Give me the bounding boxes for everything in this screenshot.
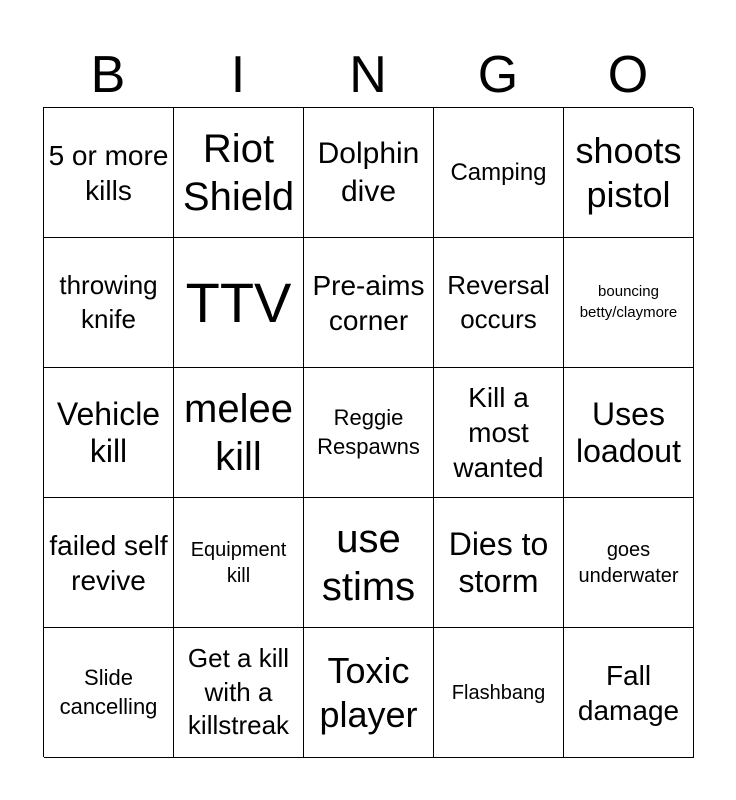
cell-text: Dies to storm xyxy=(448,525,549,599)
cell-text: Pre-aims corner xyxy=(312,269,425,336)
bingo-card-grid xyxy=(43,107,693,757)
cell-text: Riot Shield xyxy=(182,126,295,219)
cell-text: bouncing betty/claymore xyxy=(579,283,678,321)
cell-text: Reversal occurs xyxy=(447,269,550,334)
cell-text: Reggie Respawns xyxy=(317,404,420,459)
bingo-cell-r5c1[interactable] xyxy=(44,628,174,758)
bingo-cell-r5c2[interactable] xyxy=(174,628,304,758)
bingo-cell-r1c3[interactable] xyxy=(304,108,434,238)
cell-text: Dolphin dive xyxy=(317,137,420,208)
bingo-cell-r4c3[interactable] xyxy=(304,498,434,628)
bingo-cell-r3c2[interactable] xyxy=(174,368,304,498)
header-letter-i: I xyxy=(230,46,246,104)
bingo-cell-r5c3[interactable] xyxy=(304,628,434,758)
bingo-cell-r2c5[interactable] xyxy=(564,238,694,368)
cell-text: goes underwater xyxy=(578,538,679,587)
cell-text: Uses loadout xyxy=(576,395,681,469)
bingo-cell-r5c4[interactable] xyxy=(434,628,564,758)
bingo-cell-r4c4[interactable] xyxy=(434,498,564,628)
cell-text: Kill a most wanted xyxy=(453,382,544,483)
bingo-header xyxy=(43,44,693,106)
bingo-cell-r3c3[interactable] xyxy=(304,368,434,498)
bingo-cell-r4c5[interactable] xyxy=(564,498,694,628)
bingo-cell-r2c4[interactable] xyxy=(434,238,564,368)
cell-text: failed self revive xyxy=(49,529,168,596)
bingo-cell-r1c4[interactable] xyxy=(434,108,564,238)
cell-text: Camping xyxy=(450,158,547,186)
bingo-cell-r4c1[interactable] xyxy=(44,498,174,628)
cell-text: Fall damage xyxy=(577,659,680,726)
cell-text: Toxic player xyxy=(319,650,418,735)
header-letter-o: O xyxy=(607,46,649,104)
header-letter-n: N xyxy=(349,46,387,104)
cell-text: TTV xyxy=(185,270,292,334)
bingo-cell-r5c5[interactable] xyxy=(564,628,694,758)
bingo-cell-r1c5[interactable] xyxy=(564,108,694,238)
cell-text: melee kill xyxy=(184,386,293,479)
cell-text: Flashbang xyxy=(451,681,546,704)
cell-text: Get a kill with a killstreak xyxy=(187,642,290,741)
cell-text: use stims xyxy=(321,516,416,609)
bingo-cell-r3c4[interactable] xyxy=(434,368,564,498)
cell-text: 5 or more kills xyxy=(48,139,169,206)
header-letter-g: G xyxy=(477,46,519,104)
bingo-cell-r2c1[interactable] xyxy=(44,238,174,368)
cell-text: Vehicle kill xyxy=(56,395,161,469)
bingo-cell-r2c2[interactable] xyxy=(174,238,304,368)
bingo-cell-r3c1[interactable] xyxy=(44,368,174,498)
cell-text: Slide cancelling xyxy=(59,664,158,719)
bingo-cell-r2c3[interactable] xyxy=(304,238,434,368)
header-letter-b: B xyxy=(90,46,126,104)
bingo-cell-r1c1[interactable] xyxy=(44,108,174,238)
cell-text: throwing knife xyxy=(59,269,158,334)
cell-text: Equipment kill xyxy=(190,538,287,587)
bingo-cell-r3c5[interactable] xyxy=(564,368,694,498)
cell-text: shoots pistol xyxy=(575,130,682,215)
bingo-cell-r4c2[interactable] xyxy=(174,498,304,628)
bingo-cell-r1c2[interactable] xyxy=(174,108,304,238)
